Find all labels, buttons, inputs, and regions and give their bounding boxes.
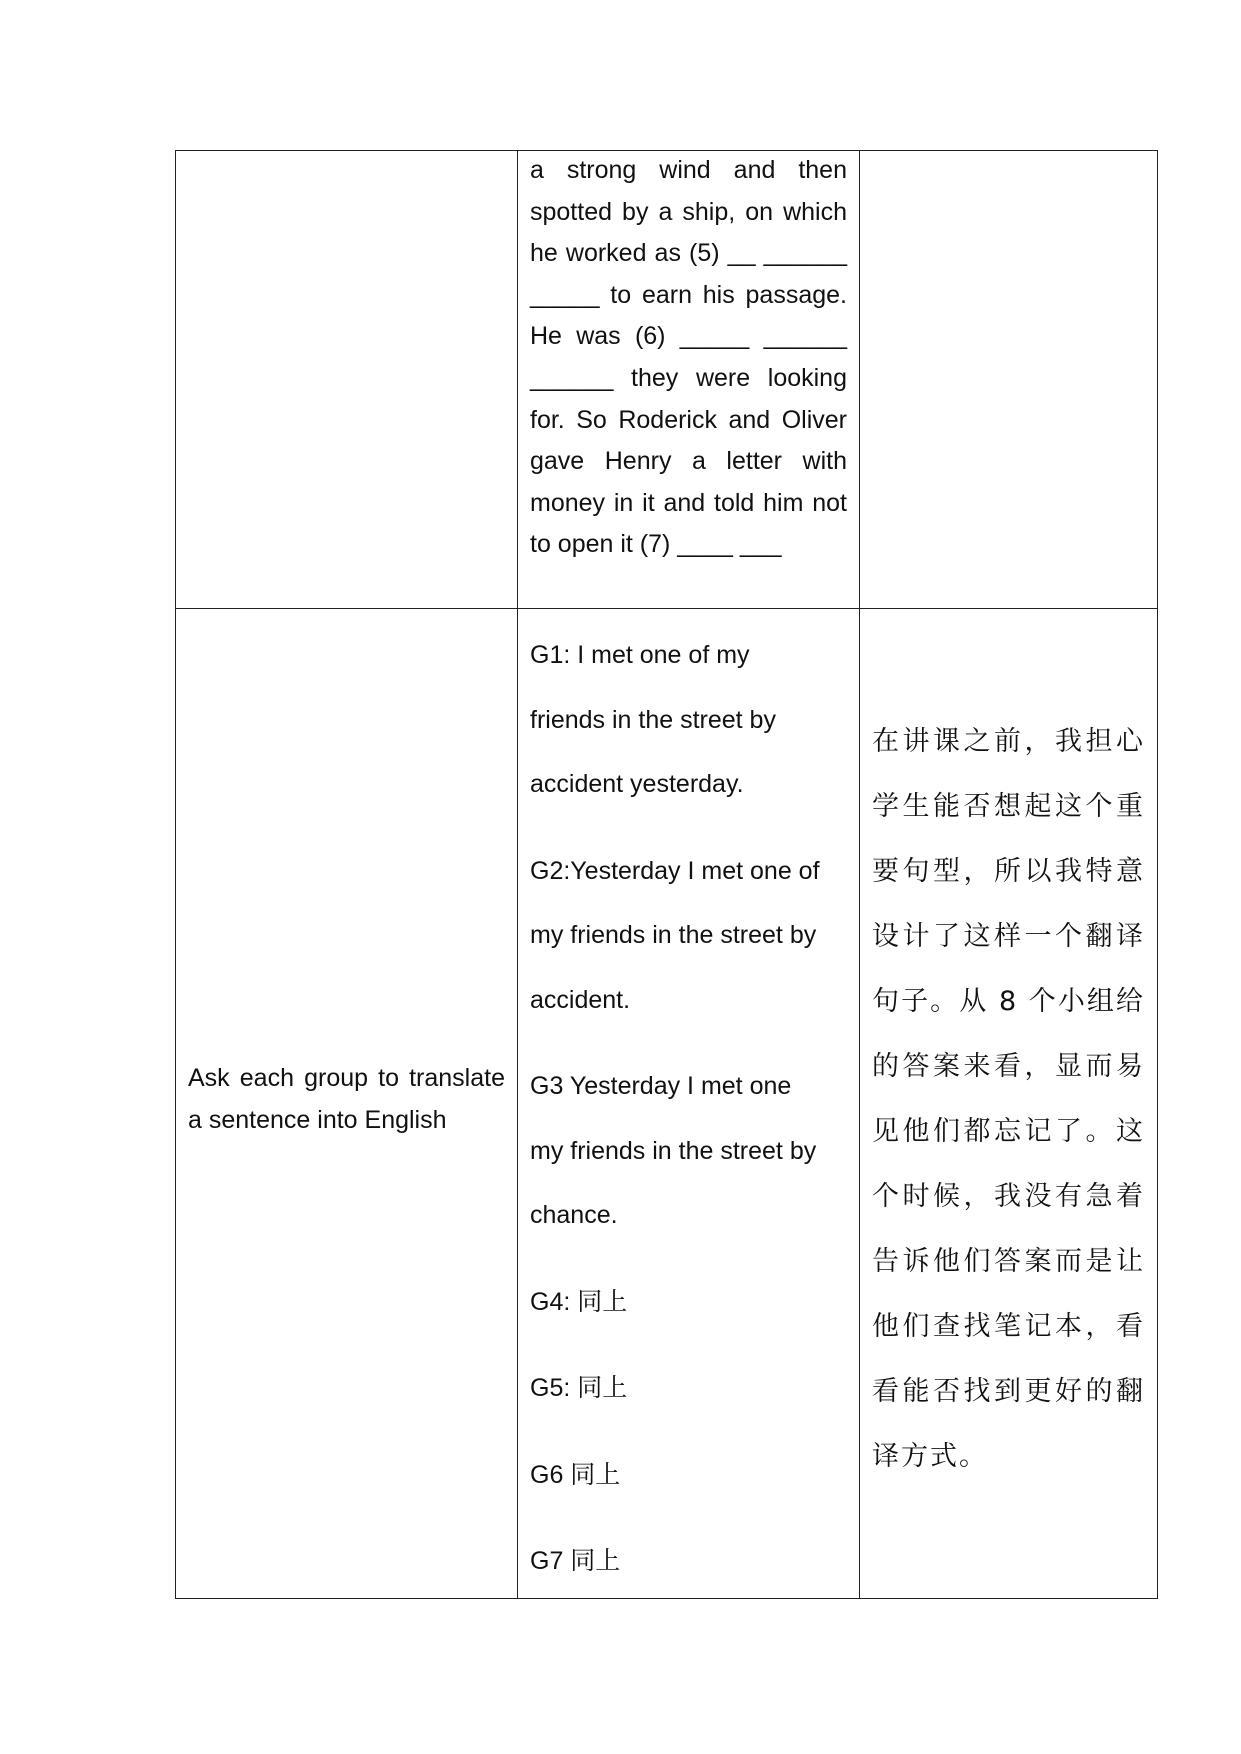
activity-cell [176,151,518,609]
answer-line: G3 Yesterday I met one [530,1072,792,1100]
note-cell [860,151,1158,609]
table-row [176,609,1158,1599]
answer-line: accident yesterday. [530,770,744,798]
answer-line: chance. [530,1201,618,1229]
passage-cell [518,151,860,609]
reflection-note: 在讲课之前，我担心学生能否想起这个重要句型，所以我特意设计了这样一个翻译句子。从 8 个小组给的答案来看，显而易见他们都忘记了。这个时候，我没有急着告诉他们答案而是让他们查找笔记本，看看能否找到更好的翻译方式。 [872,726,1145,1472]
group-answers [530,609,847,1594]
note-cell [860,609,1158,1599]
answers-cell [518,609,860,1599]
answer-line: G7 同上 [530,1547,621,1575]
answer-line: G4: 同上 [530,1287,628,1316]
lesson-plan-table [175,150,1158,1599]
answer-line: G2:Yesterday I met one of [530,856,820,885]
answer-line: my friends in the street by [530,921,817,949]
answer-line: G6 同上 [530,1460,621,1489]
answer-line: G5: 同上 [530,1374,628,1402]
answer-line: accident. [530,985,631,1014]
table-row [176,151,1158,609]
activity-text: Ask each group to translate a sentence into English [188,1064,505,1134]
passage-text: a strong wind and then spotted by a ship, on which he worked as (5) __ ______ _____ to earn his passage. He was (6) _____ ______ ______ they were looking for. So Roderick and Oliver gave Henry a letter with money in it and told him not to open it (7) ____ ___ [530,156,847,559]
answer-line: G1: I met one of my [530,641,750,669]
answer-line: my friends in the street by [530,1136,817,1165]
answer-line: friends in the street by [530,705,776,734]
activity-cell [176,609,518,1599]
